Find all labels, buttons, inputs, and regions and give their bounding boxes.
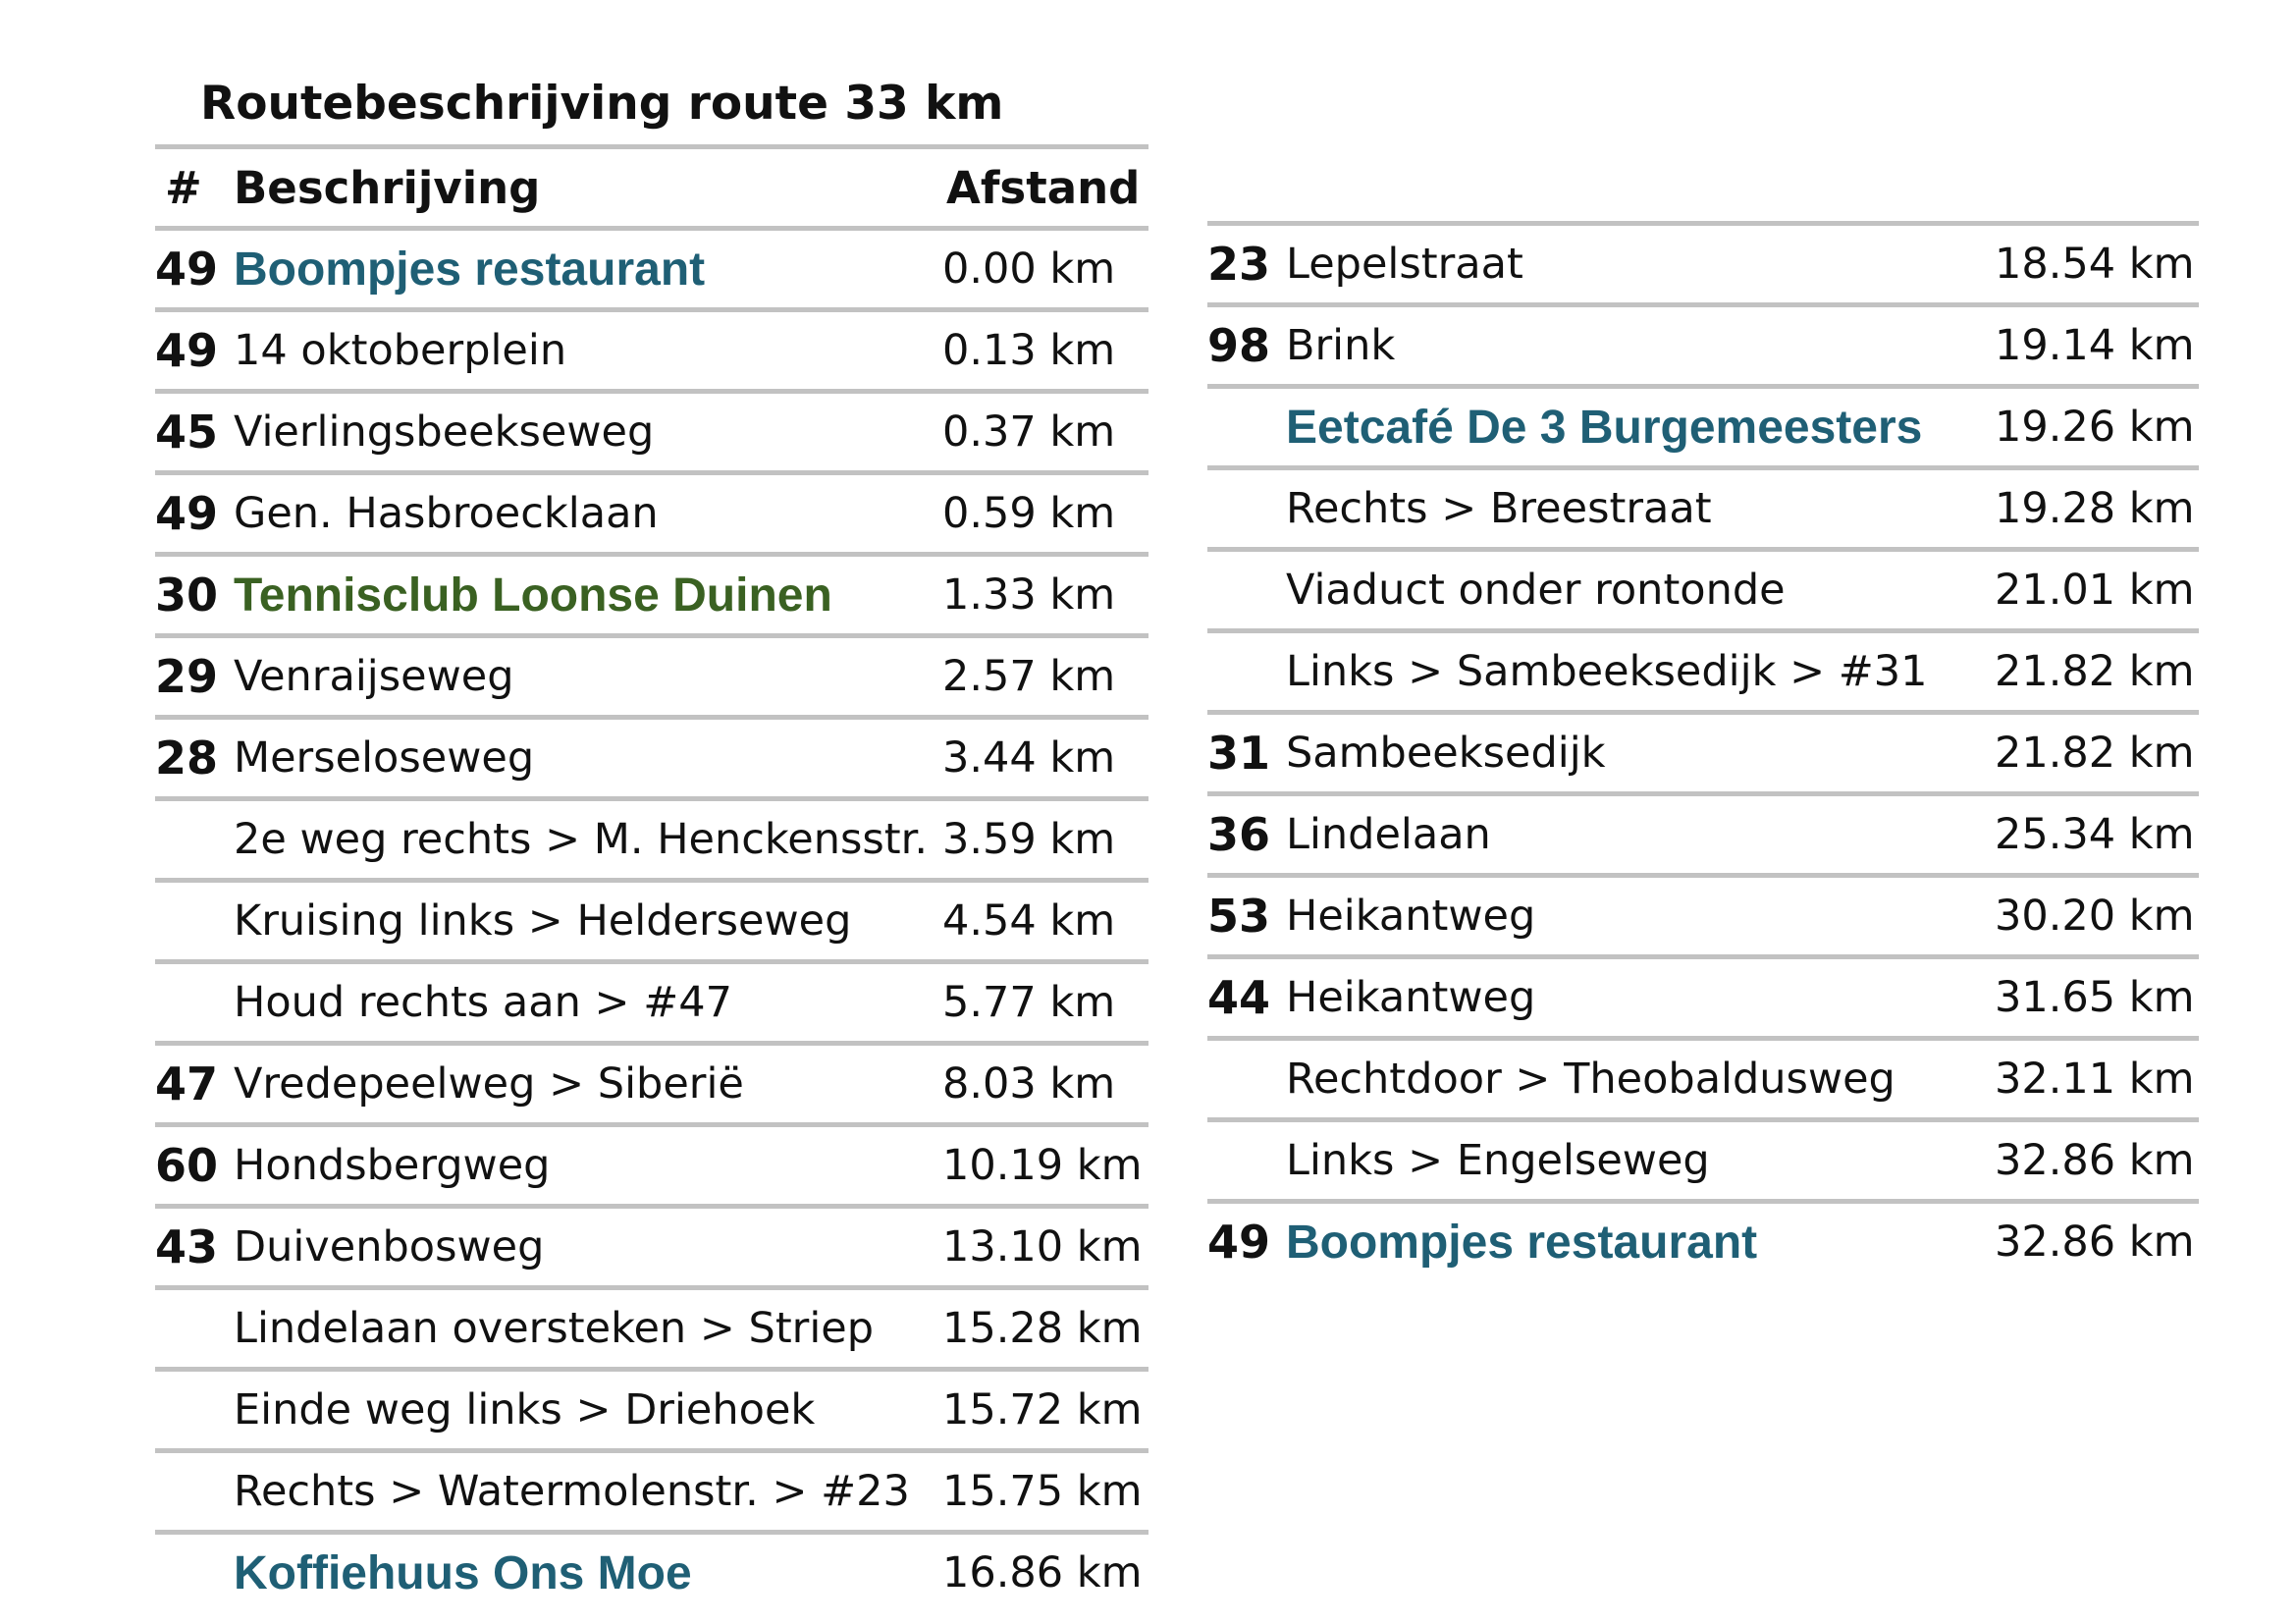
- route-distance: 1.33 km: [942, 555, 1148, 636]
- table-row: [155, 1288, 1148, 1370]
- waypoint-number: [155, 799, 234, 881]
- route-distance: 10.19 km: [942, 1125, 1148, 1207]
- route-description: Viaduct onder rontonde: [1286, 550, 1995, 631]
- route-distance: 25.34 km: [1995, 794, 2199, 876]
- route-distance: 0.37 km: [942, 392, 1148, 473]
- route-description: Boompjes restaurant: [1286, 1216, 1758, 1269]
- waypoint-number: [1207, 468, 1286, 550]
- route-description: 14 oktoberplein: [234, 310, 942, 392]
- waypoint-number: [1207, 1120, 1286, 1202]
- route-description: Duivenbosweg: [234, 1207, 942, 1288]
- route-description: Lindelaan: [1286, 794, 1995, 876]
- route-distance: 19.14 km: [1995, 305, 2199, 387]
- waypoint-number: 43: [155, 1207, 234, 1288]
- route-description: Eetcafé De 3 Burgemeesters: [1286, 387, 1995, 468]
- waypoint-number: [155, 1451, 234, 1533]
- route-distance: 2.57 km: [942, 636, 1148, 718]
- route-distance: 0.00 km: [942, 229, 1148, 310]
- waypoint-number: [155, 1533, 234, 1612]
- waypoint-number: 31: [1207, 713, 1286, 794]
- route-description: Sambeeksedijk: [1286, 713, 1995, 794]
- header-number: #: [155, 147, 234, 229]
- table-row: [1207, 387, 2199, 468]
- table-row: [155, 962, 1148, 1044]
- route-description: Links > Engelseweg: [1286, 1120, 1995, 1202]
- table-header-row: [155, 147, 1148, 229]
- waypoint-number: 45: [155, 392, 234, 473]
- route-description: Heikantweg: [1286, 876, 1995, 957]
- route-description: Houd rechts aan > #47: [234, 962, 942, 1044]
- table-row: [155, 1451, 1148, 1533]
- waypoint-number: 44: [1207, 957, 1286, 1039]
- route-description: Kruising links > Helderseweg: [234, 881, 942, 962]
- route-distance: 21.82 km: [1995, 713, 2199, 794]
- route-description: Hondsbergweg: [234, 1125, 942, 1207]
- route-description: Merseloseweg: [234, 718, 942, 799]
- route-table-left: [155, 144, 1148, 1611]
- route-distance: 15.72 km: [942, 1370, 1148, 1451]
- route-distance: 30.20 km: [1995, 876, 2199, 957]
- route-distance: 15.75 km: [942, 1451, 1148, 1533]
- table-row: [155, 799, 1148, 881]
- waypoint-number: [155, 1288, 234, 1370]
- table-row: [155, 1125, 1148, 1207]
- table-row: [1207, 631, 2199, 713]
- route-title: Routebeschrijving route 33 km: [200, 77, 1004, 131]
- route-distance: 19.28 km: [1995, 468, 2199, 550]
- table-row: [1207, 1120, 2199, 1202]
- route-distance: 18.54 km: [1995, 224, 2199, 305]
- route-description: Einde weg links > Driehoek: [234, 1370, 942, 1451]
- route-distance: 3.59 km: [942, 799, 1148, 881]
- route-description: Brink: [1286, 305, 1995, 387]
- route-description: Lepelstraat: [1286, 224, 1995, 305]
- route-description: Koffiehuus Ons Moe: [234, 1546, 692, 1599]
- route-distance: 3.44 km: [942, 718, 1148, 799]
- route-description: Rechts > Watermolenstr. > #23: [234, 1451, 942, 1533]
- waypoint-number: 49: [155, 473, 234, 555]
- route-distance: 8.03 km: [942, 1044, 1148, 1125]
- table-row: [155, 1370, 1148, 1451]
- route-distance: 15.28 km: [942, 1288, 1148, 1370]
- waypoint-number: 53: [1207, 876, 1286, 957]
- waypoint-number: [1207, 1039, 1286, 1120]
- table-row: [155, 1207, 1148, 1288]
- table-row: [1207, 876, 2199, 957]
- table-row: [155, 310, 1148, 392]
- waypoint-number: 47: [155, 1044, 234, 1125]
- waypoint-number: 49: [155, 229, 234, 310]
- route-description: Rechts > Breestraat: [1286, 468, 1995, 550]
- waypoint-number: 36: [1207, 794, 1286, 876]
- table-row: [155, 229, 1148, 310]
- table-row: [1207, 305, 2199, 387]
- route-description: Lindelaan oversteken > Striep: [234, 1288, 942, 1370]
- route-description: Links > Sambeeksedijk > #31: [1286, 631, 1995, 713]
- route-description: Heikantweg: [1286, 957, 1995, 1039]
- route-distance: 16.86 km: [942, 1548, 1143, 1597]
- route-description: Gen. Hasbroecklaan: [234, 473, 942, 555]
- waypoint-number: [155, 1370, 234, 1451]
- route-distance: 32.11 km: [1995, 1039, 2199, 1120]
- waypoint-number: 29: [155, 636, 234, 718]
- table-row: [155, 718, 1148, 799]
- waypoint-number: [1207, 387, 1286, 468]
- waypoint-number: 28: [155, 718, 234, 799]
- table-row: [155, 1044, 1148, 1125]
- waypoint-number: [1207, 550, 1286, 631]
- waypoint-number: 49: [155, 310, 234, 392]
- route-distance: 0.13 km: [942, 310, 1148, 392]
- route-description: Rechtdoor > Theobaldusweg: [1286, 1039, 1995, 1120]
- waypoint-number: 23: [1207, 224, 1286, 305]
- header-description: Beschrijving: [234, 147, 942, 229]
- table-row: [1207, 224, 2199, 305]
- route-distance: 32.86 km: [1995, 1218, 2195, 1267]
- table-row: [155, 555, 1148, 636]
- route-description: Vredepeelweg > Siberië: [234, 1044, 942, 1125]
- table-row: [1207, 794, 2199, 876]
- waypoint-number: [155, 962, 234, 1044]
- route-distance: 21.01 km: [1995, 550, 2199, 631]
- route-description: Venraijseweg: [234, 636, 942, 718]
- route-distance: 4.54 km: [942, 881, 1148, 962]
- waypoint-number: [155, 881, 234, 962]
- waypoint-number: 49: [1207, 1216, 1271, 1269]
- table-row: [1207, 468, 2199, 550]
- waypoint-number: 98: [1207, 305, 1286, 387]
- route-description: Tennisclub Loonse Duinen: [234, 555, 942, 636]
- table-row: [1207, 1039, 2199, 1120]
- table-row: [155, 881, 1148, 962]
- route-description: 2e weg rechts > M. Henckensstr.: [234, 799, 942, 881]
- route-distance: 21.82 km: [1995, 631, 2199, 713]
- route-description: Vierlingsbeekseweg: [234, 392, 942, 473]
- table-row: [1207, 1202, 2199, 1281]
- route-table-right: [1207, 221, 2199, 1280]
- route-description: Boompjes restaurant: [234, 229, 942, 310]
- table-row: [1207, 957, 2199, 1039]
- table-row: [155, 392, 1148, 473]
- waypoint-number: 60: [155, 1125, 234, 1207]
- route-distance: 19.26 km: [1995, 387, 2199, 468]
- route-distance: 32.86 km: [1995, 1120, 2199, 1202]
- table-row: [155, 473, 1148, 555]
- waypoint-number: 30: [155, 555, 234, 636]
- table-row: [155, 1533, 1148, 1612]
- table-row: [1207, 550, 2199, 631]
- header-distance: Afstand: [942, 147, 1148, 229]
- route-distance: 13.10 km: [942, 1207, 1148, 1288]
- route-distance: 5.77 km: [942, 962, 1148, 1044]
- route-distance: 31.65 km: [1995, 957, 2199, 1039]
- waypoint-number: [1207, 631, 1286, 713]
- table-row: [1207, 713, 2199, 794]
- route-distance: 0.59 km: [942, 473, 1148, 555]
- table-row: [155, 636, 1148, 718]
